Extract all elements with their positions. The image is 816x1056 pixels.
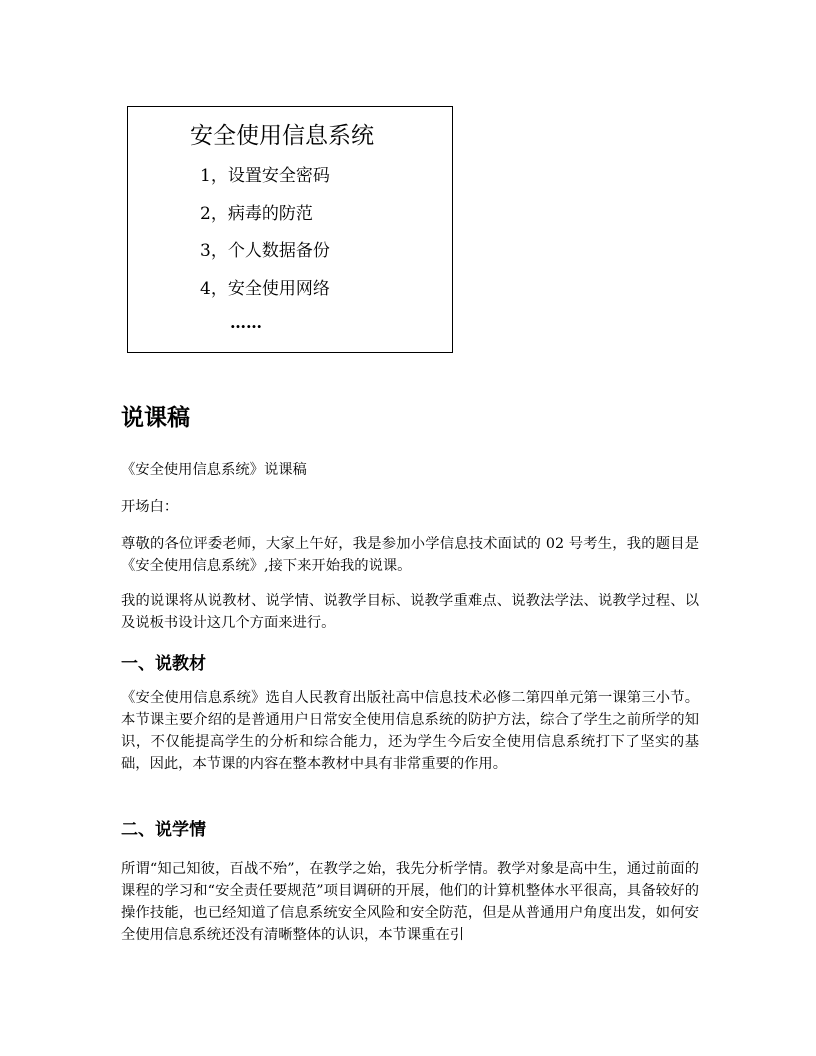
paragraph-outline: 我的说课将从说教材、说学情、说教学目标、说教学重难点、说教法学法、说教学过程、以及说板书设计这几个方面来进行。 [121,593,699,631]
board-item-1: 1，设置安全密码 [200,166,330,186]
board-ellipsis: …… [230,313,262,332]
board-title: 安全使用信息系统 [190,123,374,149]
section-text-students: 所谓“知己知彼，百战不殆”，在教学之始，我先分析学情。教学对象是高中生，通过前面的课程的学习和“安全责任要规范”项目调研的开展，他们的计算机整体水平很高，具备较好的操作技能，也已经知道了信息系统安全风险和安全防范，但是从普通用户角度出发，如何安全使用信息系统还没有清晰整体的认识，本节课重在引 [121,861,699,943]
board-item-3: 3，个人数据备份 [200,241,330,261]
document-heading: 说课稿 [121,405,190,431]
blackboard-design-box [127,106,453,353]
opening-label: 开场白： [121,499,179,515]
section-heading-textbook: 一、说教材 [121,654,206,674]
section-heading-students: 二、说学情 [121,820,206,840]
board-item-2: 2，病毒的防范 [200,204,313,224]
document-subtitle: 《安全使用信息系统》说课稿 [121,462,307,478]
board-item-4: 4，安全使用网络 [200,279,330,299]
section-text-textbook: 《安全使用信息系统》选自人民教育出版社高中信息技术必修二第四单元第一课第三小节。本节课主要介绍的是普通用户日常安全使用信息系统的防护方法，综合了学生之前所学的知识，不仅能提高学生的分析和综合能力，还为学生今后安全使用信息系统打下了坚实的基础，因此，本节课的内容在整本教材中具有非常重要的作用。 [121,690,699,772]
paragraph-greeting: 尊敬的各位评委老师，大家上午好，我是参加小学信息技术面试的 02 号考生，我的题目是《安全使用信息系统》,接下来开始我的说课。 [121,536,699,574]
